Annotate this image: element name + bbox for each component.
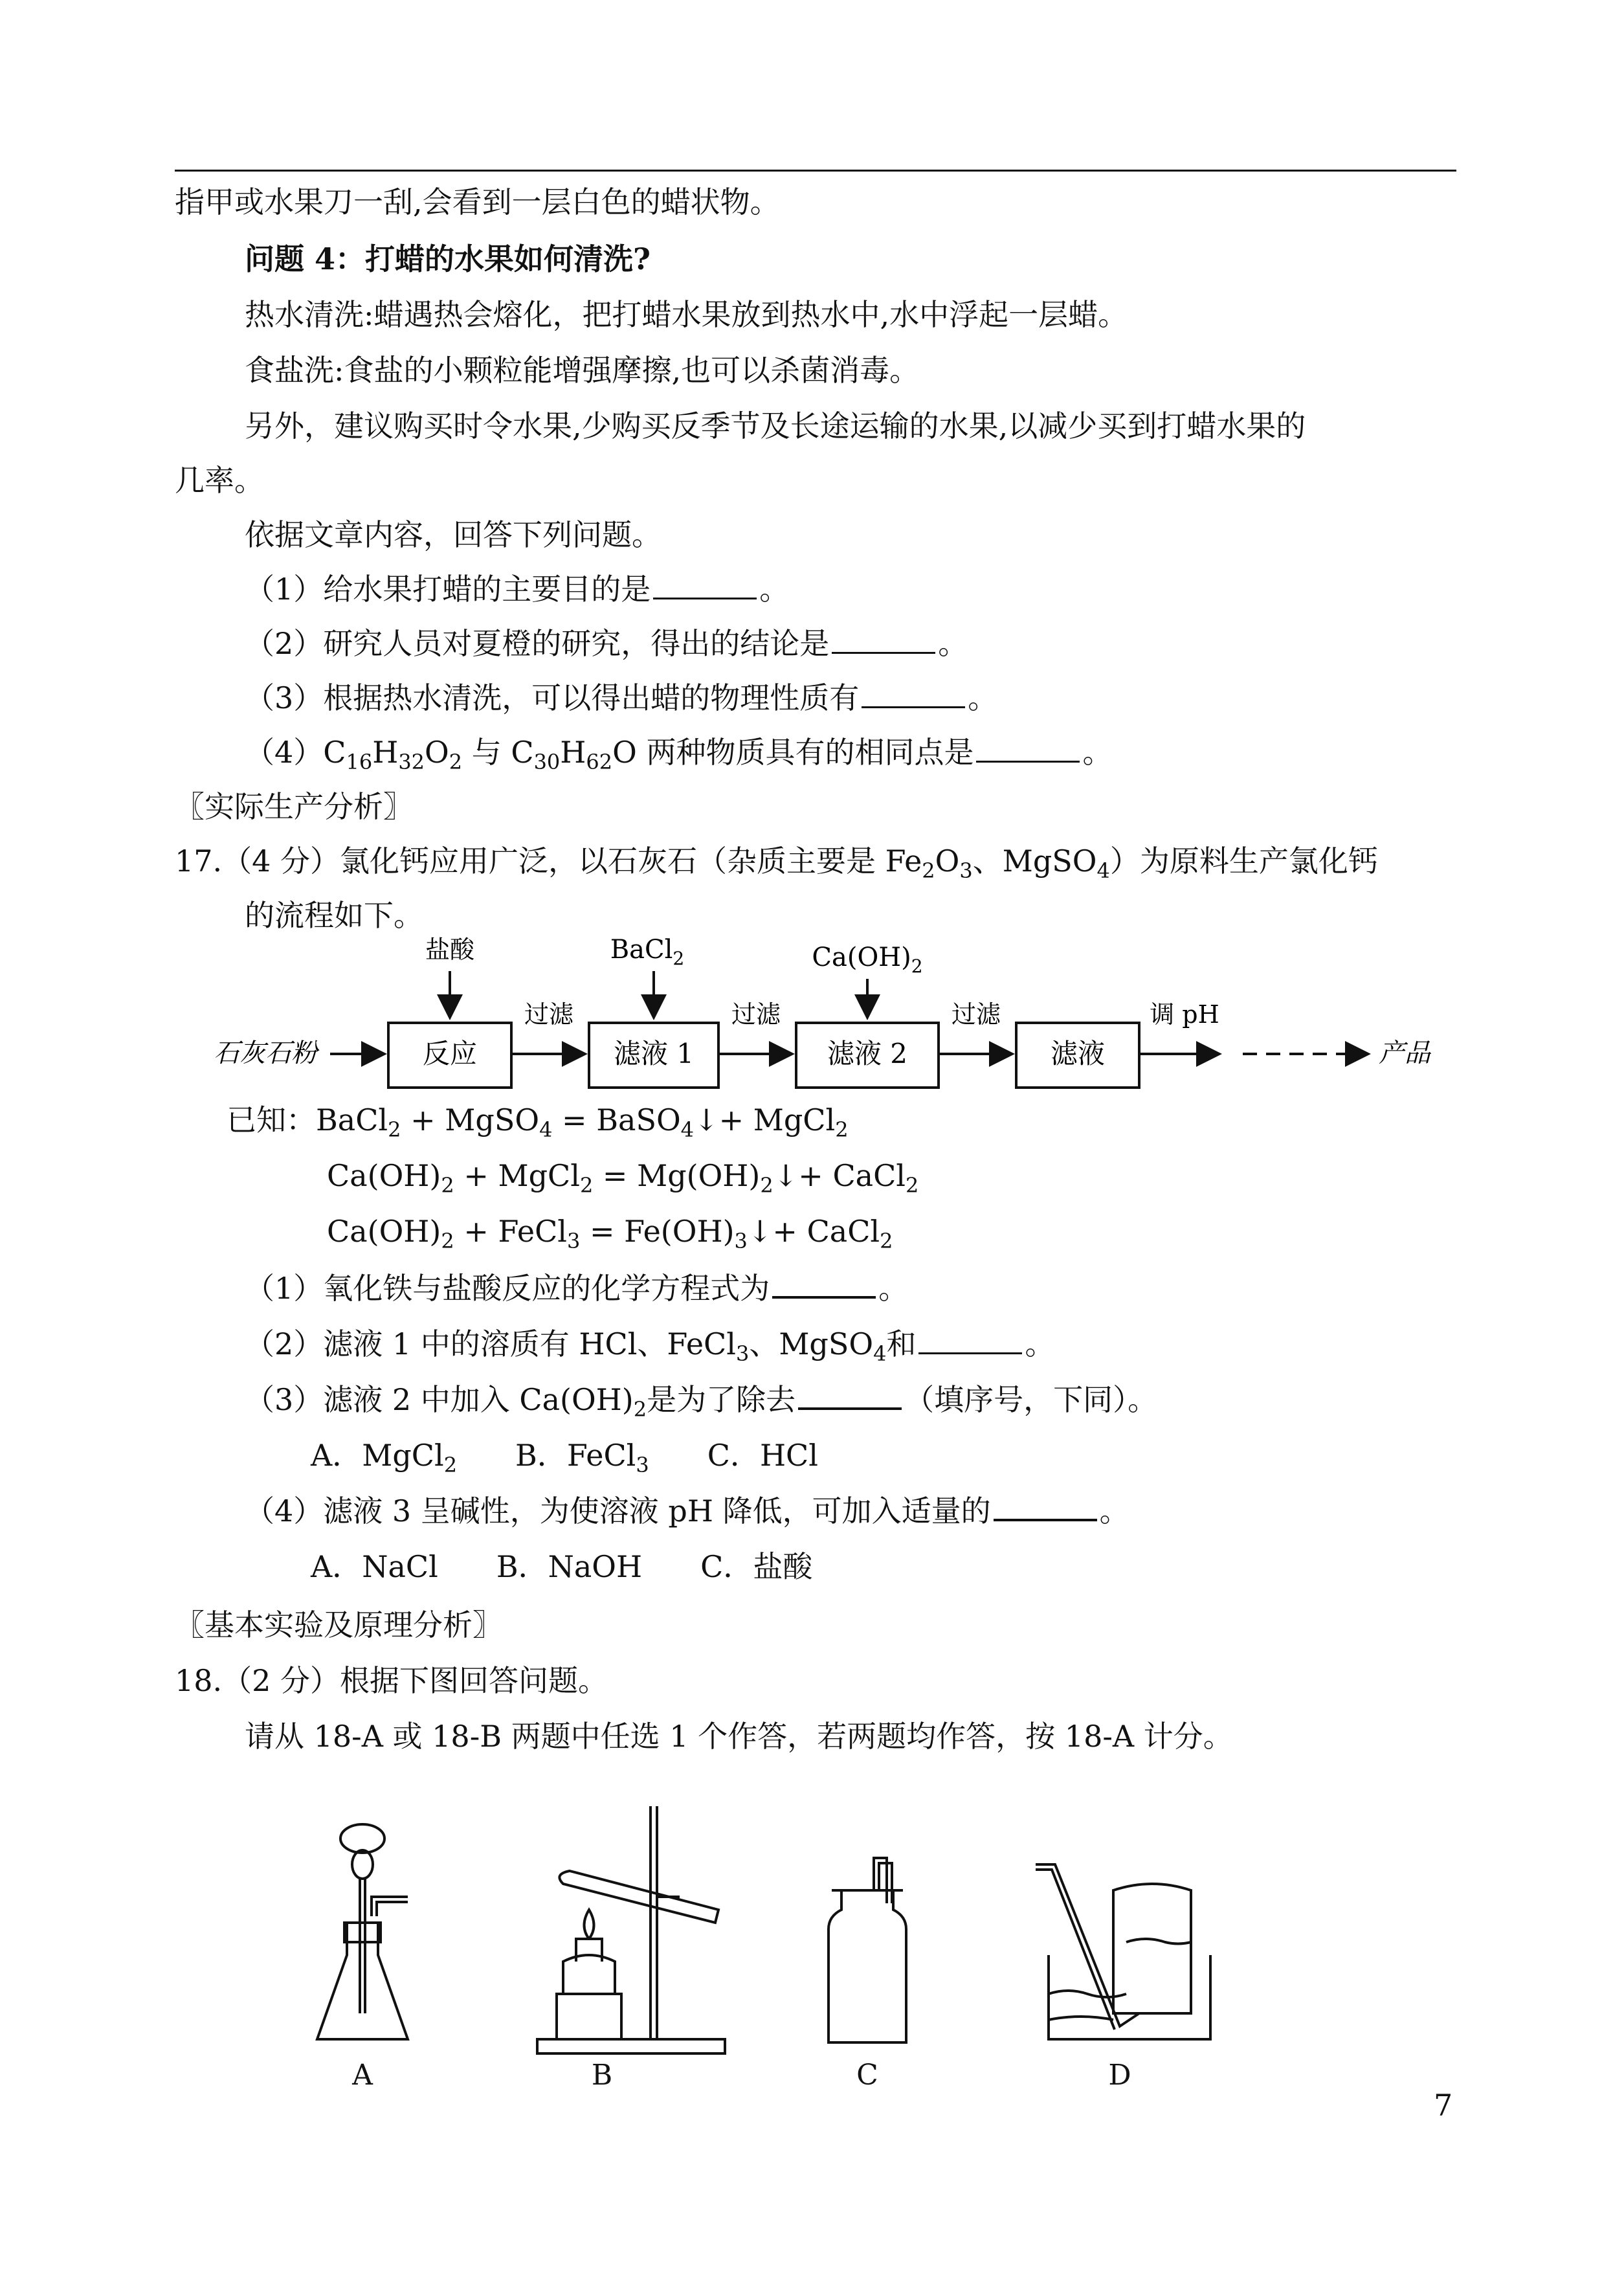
question-4-title: 问题 4：打蜡的水果如何清洗?: [245, 241, 651, 276]
q-text: 、MgSO: [749, 1326, 874, 1361]
subscript: 2: [441, 1229, 454, 1253]
arrow-label: 调 pH: [1150, 1000, 1219, 1029]
eq-part: Ca(OH): [327, 1214, 441, 1249]
subscript: 30: [533, 750, 561, 774]
subscript: 2: [835, 1117, 849, 1142]
q-end: 。: [878, 1271, 909, 1306]
subscript: 4: [873, 1341, 887, 1366]
text-line: 几率。: [175, 463, 264, 498]
q-text: （3）根据热水清洗，可以得出蜡的物理性质有: [245, 680, 860, 715]
question-17-3: [245, 1380, 1158, 1422]
option-text: A．MgCl: [311, 1438, 444, 1473]
subscript: 2: [880, 1229, 893, 1253]
q-text: （4）C: [245, 735, 346, 770]
q-text: （填序号，下同）。: [904, 1382, 1158, 1417]
section-heading: 〖基本实验及原理分析〗: [175, 1607, 502, 1642]
flow-box-label: 滤液 2: [827, 1038, 908, 1069]
option-b[interactable]: B．NaOH: [496, 1549, 643, 1584]
text-line: 的流程如下。: [245, 898, 423, 933]
subscript: 3: [735, 1341, 750, 1366]
text-line: 食盐洗:食盐的小颗粒能增强摩擦,也可以杀菌消毒。: [245, 353, 920, 388]
flow-box-label: 滤液 1: [613, 1038, 695, 1069]
question-17-2: [245, 1325, 1055, 1366]
eq-part: + FeCl: [454, 1214, 568, 1249]
question-17: [175, 842, 1378, 883]
subscript: 2: [633, 1397, 647, 1422]
subscript: 2: [922, 858, 935, 883]
subscript: 2: [449, 750, 463, 774]
q-end: 。: [1099, 1493, 1129, 1528]
arrow-label: 过滤: [524, 1000, 574, 1029]
question-17-4-options: [311, 1547, 871, 1586]
eq-part: BaCl: [316, 1102, 388, 1137]
option-a[interactable]: [311, 1436, 457, 1475]
subscript: 2: [905, 1173, 919, 1198]
q-end: 。: [968, 680, 998, 715]
q-end: 。: [938, 626, 968, 661]
eq-part: = Mg(OH): [593, 1158, 761, 1193]
subscript: 4: [1096, 858, 1110, 883]
question-17-4: [245, 1492, 1129, 1530]
known-equation-3: [327, 1212, 893, 1251]
option-c[interactable]: C．HCl: [707, 1438, 818, 1473]
answer-blank[interactable]: [832, 626, 935, 654]
header-rule: [175, 170, 1456, 172]
q-text: 17.（4 分）氯化钙应用广泛，以石灰石（杂质主要是 Fe: [175, 844, 922, 878]
reagent-text: BaCl: [610, 935, 673, 965]
answer-blank[interactable]: [798, 1381, 902, 1410]
subscript: 3: [734, 1229, 748, 1253]
eq-part: ↓+ CaCl: [747, 1214, 880, 1249]
subscript: 2: [441, 1173, 454, 1198]
eq-part: Ca(OH): [327, 1158, 441, 1193]
flow-box-label: 滤液: [1050, 1038, 1106, 1069]
answer-blank[interactable]: [918, 1326, 1022, 1354]
question-18-note: 请从 18-A 或 18-B 两题中任选 1 个作答，若两题均作答，按 18-A 计分。: [245, 1719, 1233, 1754]
apparatus-label-b: B: [591, 2059, 613, 2092]
q-text: （4）滤液 3 呈碱性，为使溶液 pH 降低，可加入适量的: [245, 1493, 991, 1528]
apparatus-figures: [304, 1800, 1262, 2097]
subscript: 32: [398, 750, 425, 774]
subscript: 3: [636, 1453, 649, 1477]
subscript: 4: [539, 1117, 553, 1142]
question-18: 18.（2 分）根据下图回答问题。: [175, 1663, 608, 1698]
option-a[interactable]: A．NaCl: [311, 1549, 438, 1584]
subscript: 3: [959, 858, 973, 883]
subscript: 2: [443, 1453, 458, 1477]
known-equation-1: [227, 1101, 849, 1142]
answer-blank[interactable]: [862, 680, 965, 708]
q-text: O 两种物质具有的相同点是: [612, 735, 974, 770]
option-text: B．FeCl: [515, 1438, 636, 1473]
apparatus-label-d: D: [1108, 2059, 1131, 2092]
reagent-subscript: 2: [673, 948, 685, 969]
q-text: （1）给水果打蜡的主要目的是: [245, 572, 651, 607]
text-line: 依据文章内容，回答下列问题。: [245, 517, 662, 552]
arrow-label: 过滤: [731, 1000, 781, 1029]
apparatus-label-a: A: [352, 2059, 373, 2092]
apparatus-d-water-collection: [1036, 1864, 1210, 2039]
subscript: 3: [567, 1229, 581, 1253]
eq-part: = BaSO: [552, 1102, 681, 1137]
eq-part: = Fe(OH): [580, 1214, 735, 1249]
question-17-1: [245, 1269, 908, 1308]
q-text: （3）滤液 2 中加入 Ca(OH): [245, 1382, 634, 1417]
q-text: 、MgSO: [972, 844, 1097, 878]
q-text: O: [935, 844, 960, 878]
q-text: O: [425, 735, 449, 770]
question-16-3: [245, 678, 997, 717]
subscript: 2: [760, 1173, 773, 1198]
question-16-4: [245, 733, 1112, 772]
apparatus-a-flask: [317, 1824, 408, 2039]
option-b[interactable]: [515, 1436, 649, 1475]
subscript: 62: [586, 750, 613, 774]
flow-start: 石灰石粉: [214, 1038, 317, 1068]
subscript: 2: [579, 1173, 594, 1198]
q-text: （2）研究人员对夏橙的研究，得出的结论是: [245, 626, 830, 661]
reagent-subscript: 2: [911, 956, 923, 977]
answer-blank[interactable]: [994, 1493, 1097, 1521]
apparatus-c-bottle: [829, 1858, 906, 2042]
subscript: 2: [388, 1117, 401, 1142]
q-text: H: [560, 735, 586, 770]
q-text: H: [372, 735, 399, 770]
known-equation-2: [327, 1156, 919, 1198]
eq-part: + MgCl: [454, 1158, 580, 1193]
option-c[interactable]: C．盐酸: [700, 1549, 813, 1584]
eq-part: ↓+ MgCl: [694, 1102, 836, 1137]
q-text: 与 C: [462, 735, 534, 770]
apparatus-label-c: C: [856, 2059, 878, 2092]
text-line: 指甲或水果刀一刮,会看到一层白色的蜡状物。: [175, 185, 780, 219]
text-line: 热水清洗:蜡遇热会熔化，把打蜡水果放到热水中,水中浮起一层蜡。: [245, 297, 1128, 332]
page-number: 7: [1434, 2088, 1453, 2123]
q-text: 和: [886, 1326, 917, 1361]
eq-part: + MgSO: [401, 1102, 540, 1137]
answer-blank[interactable]: [653, 572, 757, 599]
reagent-label: [610, 935, 684, 969]
q-text: （2）滤液 1 中的溶质有 HCl、FeCl: [245, 1326, 736, 1361]
subscript: 16: [346, 750, 373, 774]
q-end: 。: [759, 572, 790, 607]
q-end: 。: [1025, 1326, 1055, 1361]
question-17-3-options: [311, 1436, 876, 1475]
question-16-2: [245, 624, 968, 663]
reagent-label: [812, 943, 922, 977]
eq-part: ↓+ CaCl: [773, 1158, 906, 1193]
known-label: 已知：: [227, 1102, 316, 1137]
process-flow-diagram: [207, 932, 1450, 1094]
reagent-label: 盐酸: [425, 935, 475, 964]
reagent-text: Ca(OH): [812, 943, 911, 972]
subscript: 4: [680, 1117, 695, 1142]
arrow-label: 过滤: [951, 1000, 1001, 1029]
text-line: 另外，建议购买时令水果,少购买反季节及长途运输的水果,以减少买到打蜡水果的: [245, 408, 1306, 443]
section-heading: 〖实际生产分析〗: [175, 789, 413, 824]
q-text: 是为了除去: [647, 1382, 796, 1417]
answer-blank[interactable]: [772, 1270, 876, 1299]
apparatus-b-heating: [537, 1806, 725, 2053]
q-text: ）为原料生产氯化钙: [1109, 844, 1378, 878]
q-end: 。: [1082, 735, 1113, 770]
flow-box-label: 反应: [422, 1038, 478, 1069]
question-16-1: [245, 570, 789, 609]
q-text: （1）氧化铁与盐酸反应的化学方程式为: [245, 1271, 770, 1306]
answer-blank[interactable]: [976, 735, 1080, 763]
flow-end: 产品: [1379, 1038, 1430, 1068]
